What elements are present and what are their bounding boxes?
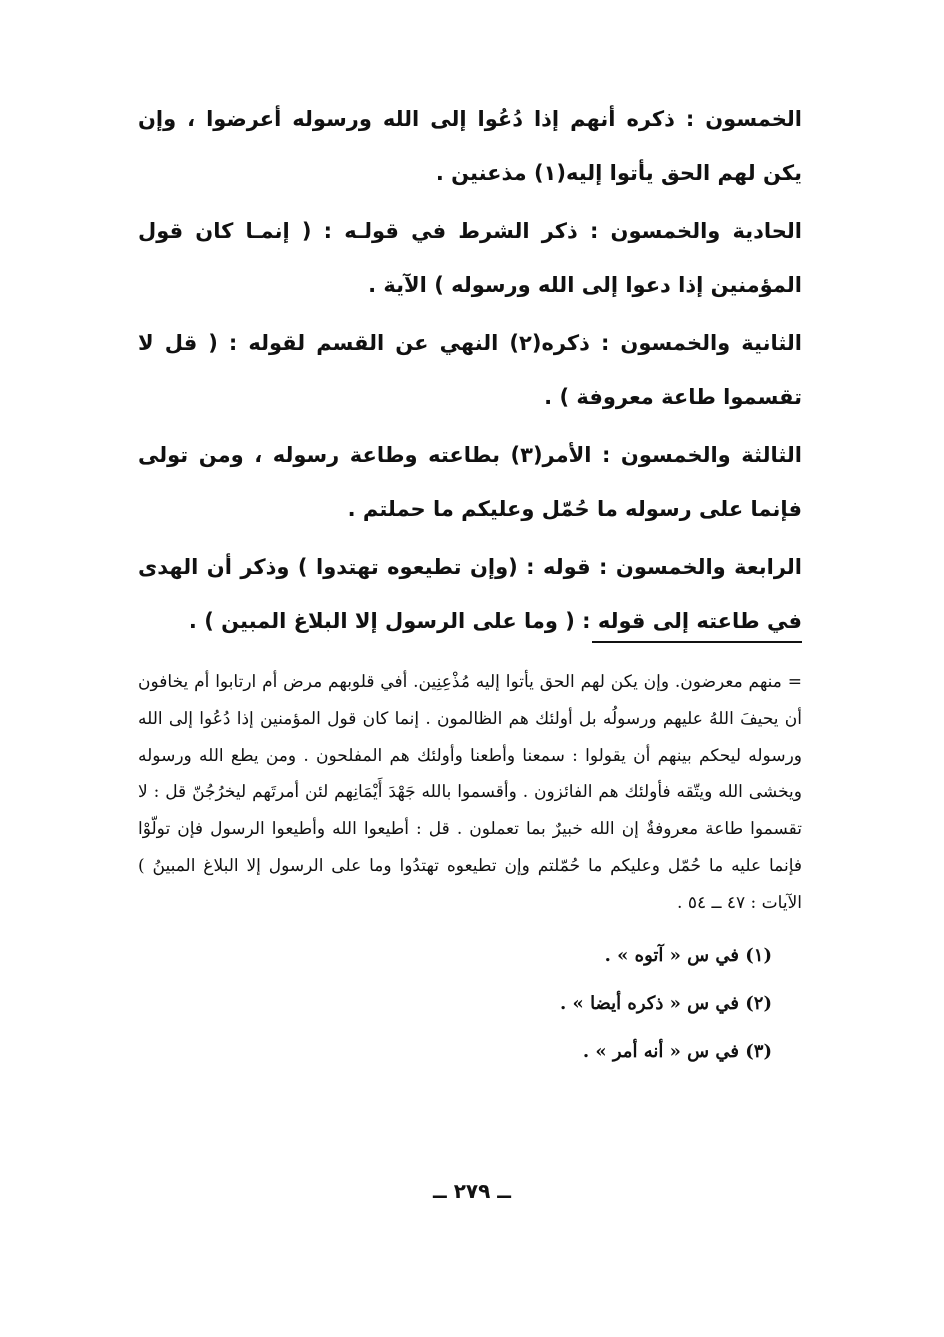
paragraph-50: الخمسون : ذكره أنهم إذا دُعُوا إلى الله ورسوله أعرضوا ، وإن يكن لهم الحق يأتوا إليه(١) مذعنين . (138, 107, 802, 185)
page-number: ــ ٢٧٩ ــ (433, 1179, 511, 1203)
footnote-list (138, 932, 772, 1076)
footnote-1: (١) في س « آتوه » . (604, 944, 772, 966)
paragraph-54: الرابعة والخمسون : قوله : (وإن تطيعوه تهتدوا ) وذكر أن الهدى في طاعته إلى قوله : ( وما على الرسول إلا البلاغ المبين ) . (138, 555, 802, 633)
footnote-3: (٣) في س « أنه أمر » . (582, 1040, 772, 1062)
footnote-continuation: = منهم معرضون. وإن يكن لهم الحق يأتوا إليه مُذْعِنِين. أفي قلوبهم مرض أم ارتابوا أم يخافون أن يحيفَ اللهُ عليهم ورسولُه بل أولئك هم الظالمون . إنما كان قول المؤمنين إذا دُعُوا إلى الله ورسوله ليحكم بينهم أن يقولوا : سمعنا وأطعنا وأولئك هم المفلحون . ومن يطع الله ورسوله ويخشى الله ويتّقه فأولئك هم الفائزون . وأقسموا بالله جَهْدَ أَيْمَانِهم لئن أمرتَهم ليخرُجُنّ قل : لا تقسموا طاعة معروفةٌ إن الله خبيرٌ بما تعملون . قل : أطيعوا الله وأطيعوا الرسول فإن تولّوْا فإنما عليه ما حُمّل وعليكم ما حُمّلتم وإن تطيعوه تهتدُوا وما على الرسول إلا البلاغ المبينُ ) الآيات : ٤٧ ــ ٥٤ . (138, 672, 802, 913)
footnote-divider (592, 641, 802, 643)
paragraph-52: الثانية والخمسون : ذكره(٢) النهي عن القسم لقوله : ( قل لا تقسموا طاعة معروفة ) . (138, 331, 803, 409)
paragraph-51: الحادية والخمسون : ذكر الشرط في قولـه : ( إنمـا كان قول المؤمنين إذا دعوا إلى الله ورسوله ) الآية . (138, 219, 802, 297)
footnote-2: (٢) في س « ذكره أيضا » . (560, 992, 772, 1014)
footnotes-section (138, 664, 802, 1076)
main-text (138, 92, 802, 652)
paragraph-53: الثالثة والخمسون : الأمر(٣) بطاعته وطاعة رسوله ، ومن تولى فإنما على رسوله ما حُمّل وعليكم ما حملتم . (138, 443, 802, 521)
